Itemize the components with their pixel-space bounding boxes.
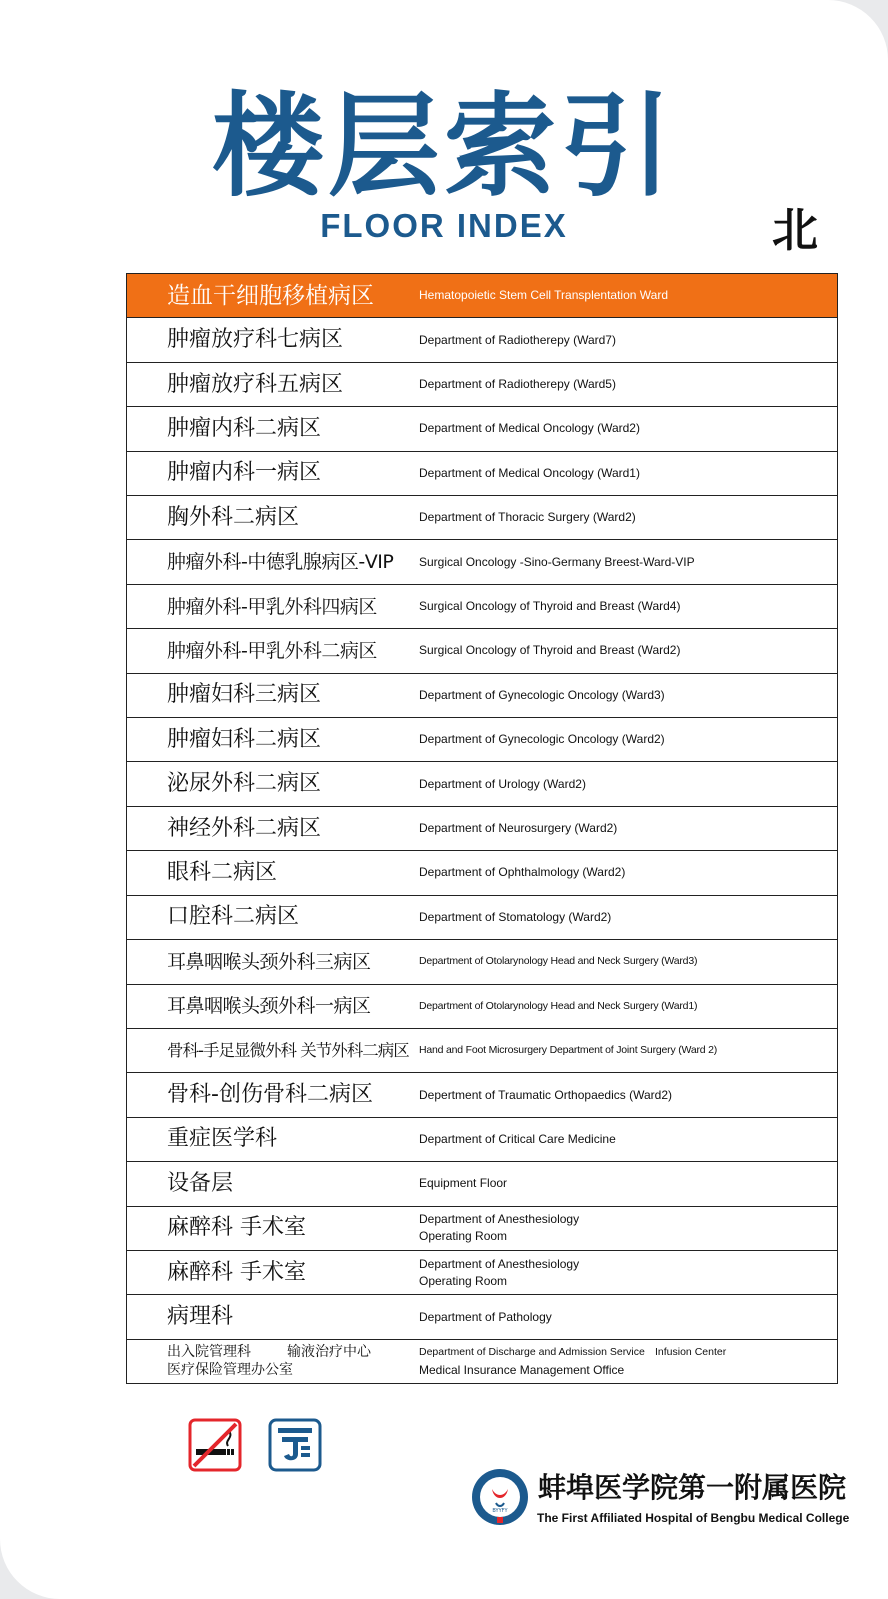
hospital-name-cn: 蚌埠医学院第一附属医院: [538, 1471, 847, 1504]
department-name-cn: [127, 1343, 419, 1379]
table-row: [127, 1295, 837, 1339]
page-title: 楼层索引: [212, 82, 676, 212]
table-row: [127, 1162, 837, 1206]
department-name-cn: 骨科-创伤骨科二病区: [167, 1082, 373, 1108]
department-name-cn: 泌尿外科二病区: [167, 771, 322, 797]
department-name-cn: 肿瘤放疗科五病区: [167, 371, 344, 397]
table-row: [127, 1340, 837, 1383]
department-name-en: [419, 1343, 837, 1379]
table-row: [127, 674, 837, 718]
no-smoking-icon: [188, 1418, 242, 1472]
department-discharge-admission-cn: 出入院管理科: [167, 1344, 251, 1361]
department-name-en: [419, 1256, 837, 1290]
department-name-en: Department of Radiotherepy (Ward7): [419, 332, 616, 347]
department-name-en-line: Department of Anesthesiology: [419, 1256, 580, 1271]
department-name-en-line: Operating Room: [419, 1273, 508, 1288]
department-name-en: Surgical Oncology of Thyroid and Breast (Ward4): [419, 599, 681, 614]
table-row: [127, 318, 837, 362]
table-row: [127, 985, 837, 1029]
department-name-cn: 神经外科二病区: [167, 815, 322, 841]
page-subtitle: FLOOR INDEX: [320, 207, 568, 244]
department-name-cn: 耳鼻咽喉头颈外科一病区: [167, 995, 371, 1018]
department-name-en: Department of Otolarynology Head and Neck Surgery (Ward3): [419, 955, 698, 968]
department-name-en: Department of Otolarynology Head and Neck Surgery (Ward1): [419, 999, 698, 1012]
department-discharge-admission-en: Department of Discharge and Admission Service: [419, 1346, 645, 1359]
hospital-brand-icon: [268, 1418, 322, 1472]
department-name-cn: 肿瘤内科一病区: [167, 460, 322, 486]
department-name-en: Hand and Foot Microsurgery Department of Joint Surgery (Ward 2): [419, 1044, 718, 1057]
department-name-en: Department of Medical Oncology (Ward2): [419, 421, 640, 436]
department-name-en-line: Operating Room: [419, 1229, 508, 1244]
table-row: [127, 363, 837, 407]
table-row: [127, 807, 837, 851]
floor-table: [126, 273, 838, 1384]
department-name-cn: 麻醉科 手术室: [167, 1259, 306, 1285]
seal-text: BYYFY: [492, 1508, 508, 1514]
table-row: [127, 1073, 837, 1117]
department-name-en: Department of Thoracic Surgery (Ward2): [419, 510, 636, 525]
hospital-name-en: The First Affiliated Hospital of Bengbu Medical College: [537, 1511, 850, 1525]
table-row: [127, 940, 837, 984]
department-name-cn: 肿瘤外科-甲乳外科四病区: [167, 595, 377, 618]
table-row: [127, 585, 837, 629]
department-name-en: Surgical Oncology -Sino-Germany Breest-Ward-VIP: [419, 554, 695, 569]
table-row: [127, 629, 837, 673]
department-name-cn: 骨科-手足显微外科 关节外科二病区: [167, 1040, 409, 1060]
department-name-cn: 肿瘤妇科二病区: [167, 726, 322, 752]
table-row: [127, 896, 837, 940]
table-row: [127, 1207, 837, 1251]
department-name-en: [419, 1211, 837, 1245]
department-name-cn: 口腔科二病区: [167, 904, 300, 930]
department-insurance-cn: 医疗保险管理办公室: [167, 1362, 293, 1379]
direction-marker: 北: [772, 203, 818, 257]
table-row: [127, 496, 837, 540]
table-row: [127, 274, 837, 318]
department-name-cn: 肿瘤外科-甲乳外科二病区: [167, 639, 377, 662]
department-name-cn: 重症医学科: [167, 1126, 278, 1152]
department-name-en: Depertment of Traumatic Orthopaedics (Ward2): [419, 1087, 672, 1102]
department-name-en: Department of Gynecologic Oncology (Ward2): [419, 732, 665, 747]
table-row: [127, 851, 837, 895]
table-row: [127, 1118, 837, 1162]
department-name-en: Hematopoietic Stem Cell Transplentation Ward: [419, 288, 668, 303]
department-insurance-en: Medical Insurance Management Office: [419, 1363, 625, 1378]
department-name-en-line: Department of Anesthesiology: [419, 1212, 580, 1227]
table-row: [127, 1029, 837, 1073]
table-row: [127, 718, 837, 762]
department-name-cn: 胸外科二病区: [167, 504, 300, 530]
department-name-cn: 造血干细胞移植病区: [167, 282, 374, 309]
table-row: [127, 1251, 837, 1295]
department-name-cn: 肿瘤放疗科七病区: [167, 327, 344, 353]
department-name-cn: 肿瘤妇科三病区: [167, 682, 322, 708]
department-infusion-en: Infusion Center: [655, 1346, 727, 1359]
department-name-en: Department of Neurosurgery (Ward2): [419, 821, 618, 836]
department-name-cn: 耳鼻咽喉头颈外科三病区: [167, 950, 371, 973]
department-name-en: Equipment Floor: [419, 1176, 508, 1191]
table-row: [127, 540, 837, 584]
department-name-en: Department of Gynecologic Oncology (Ward3): [419, 687, 665, 702]
department-name-cn: 麻醉科 手术室: [167, 1215, 306, 1241]
department-name-en: Surgical Oncology of Thyroid and Breast (Ward2): [419, 643, 681, 658]
department-name-en: Department of Radiotherepy (Ward5): [419, 377, 616, 392]
department-name-cn: 病理科: [167, 1304, 234, 1330]
department-name-en: Department of Urology (Ward2): [419, 776, 586, 791]
table-row: [127, 407, 837, 451]
department-name-en: Department of Pathology: [419, 1309, 552, 1324]
department-name-en: Department of Stomatology (Ward2): [419, 909, 612, 924]
department-name-cn: 眼科二病区: [167, 859, 278, 885]
department-infusion-cn: 输液治疗中心: [287, 1344, 371, 1361]
department-name-en: Department of Medical Oncology (Ward1): [419, 465, 640, 480]
hospital-seal-logo: [470, 1467, 530, 1527]
department-name-en: Department of Ophthalmology (Ward2): [419, 865, 626, 880]
department-name-cn: 设备层: [167, 1170, 234, 1196]
department-name-en: Department of Critical Care Medicine: [419, 1131, 616, 1146]
table-row: [127, 762, 837, 806]
department-name-cn: 肿瘤外科-中德乳腺病区-VIP: [167, 551, 394, 574]
table-row: [127, 452, 837, 496]
department-name-cn: 肿瘤内科二病区: [167, 415, 322, 441]
